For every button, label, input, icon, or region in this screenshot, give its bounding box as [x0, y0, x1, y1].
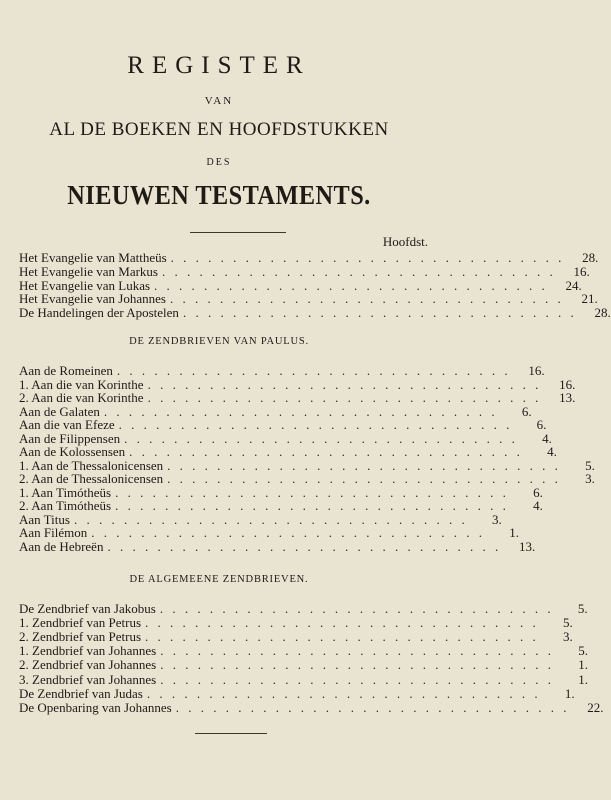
dot-leader: . . . . . . . . . . . . . . . . . . . . . . . . . . . . . . . . — [167, 471, 561, 486]
chapter-count: 1. — [578, 671, 588, 687]
chapter-count: 3. — [491, 511, 502, 527]
page-title: NIEUWEN TESTAMENTS. — [67, 180, 371, 210]
book-title: 1. Zendbrief van Johannes — [19, 643, 157, 659]
chapter-count: 3. — [563, 629, 573, 645]
dot-leader: . . . . . . . . . . . . . . . . . . . . . . . . . . . . . . . . — [73, 511, 468, 527]
dot-leader: . . . . . . . . . . . . . . . . . . . . . . . . . . . . . . . . — [154, 277, 548, 293]
toc-entry — [19, 498, 543, 513]
chapter-count: 4. — [533, 498, 543, 513]
dot-leader: . . . . . . . . . . . . . . . . . . . . . . . . . . . . . . . . — [145, 615, 539, 631]
dot-leader: . . . . . . . . . . . . . . . . . . . . . . . . . . . . . . . . — [182, 305, 577, 321]
toc-entry — [19, 305, 611, 321]
book-title: De Zendbrief van Jakobus — [19, 601, 156, 616]
book-title: Aan de Hebreën — [19, 538, 104, 554]
book-title: 2. Zendbrief van Johannes — [19, 657, 157, 673]
dot-leader: . . . . . . . . . . . . . . . . . . . . . . . . . . . . . . . . — [160, 643, 554, 659]
chapter-count: 5. — [563, 615, 573, 631]
toc-entry — [19, 390, 576, 405]
dot-leader: . . . . . . . . . . . . . . . . . . . . . . . . . . . . . . . . — [115, 498, 509, 513]
chapter-count: 6. — [536, 417, 547, 432]
dot-leader: . . . . . . . . . . . . . . . . . . . . . . . . . . . . . . . . — [160, 657, 554, 673]
toc-entry — [19, 615, 573, 631]
dot-leader: . . . . . . . . . . . . . . . . . . . . . . . . . . . . . . . . — [169, 291, 564, 307]
dot-leader: . . . . . . . . . . . . . . . . . . . . . . . . . . . . . . . . — [103, 403, 498, 419]
book-title: Aan de Galaten — [19, 403, 100, 419]
chapter-count: 1. — [564, 685, 575, 701]
register-heading: REGISTER — [127, 52, 311, 79]
section-heading-paulus: DE ZENDBRIEVEN VAN PAULUS. — [129, 336, 309, 347]
book-title: 2. Aan de Thessalonicensen — [19, 471, 164, 486]
toc-entry — [19, 525, 519, 540]
chapter-count: 3. — [585, 471, 595, 486]
dot-leader: . . . . . . . . . . . . . . . . . . . . . . . . . . . . . . . . — [167, 457, 561, 473]
chapter-count: 1. — [578, 657, 588, 673]
toc-entry — [19, 471, 595, 486]
dot-leader: . . . . . . . . . . . . . . . . . . . . . . . . . . . . . . . . — [107, 538, 502, 554]
chapter-count: 6. — [521, 403, 532, 419]
chapter-count: 16. — [528, 363, 545, 378]
dot-leader: . . . . . . . . . . . . . . . . . . . . . . . . . . . . . . . . — [118, 417, 513, 432]
chapter-count: 6. — [533, 484, 543, 500]
dot-leader: . . . . . . . . . . . . . . . . . . . . . . . . . . . . . . . . — [147, 390, 542, 405]
dot-leader: . . . . . . . . . . . . . . . . . . . . . . . . . . . . . . . . — [146, 685, 541, 701]
book-title: 1. Aan de Thessalonicensen — [19, 457, 164, 473]
book-title: Aan de Romeinen — [19, 363, 113, 378]
toc-entry — [19, 685, 575, 701]
book-title: 3. Zendbrief van Johannes — [19, 671, 157, 687]
book-title: Aan Filémon — [19, 525, 88, 540]
book-title: Aan Titus — [19, 511, 70, 527]
chapter-count: 22. — [587, 699, 604, 715]
book-title: Aan die van Efeze — [19, 417, 115, 432]
chapter-count: 1. — [509, 525, 519, 540]
dot-leader: . . . . . . . . . . . . . . . . . . . . . . . . . . . . . . . . — [161, 263, 556, 279]
chapter-count: 4. — [542, 430, 552, 446]
toc-entry — [19, 699, 604, 715]
toc-entry — [19, 363, 545, 378]
van-line: VAN — [204, 95, 234, 107]
dot-leader: . . . . . . . . . . . . . . . . . . . . . . . . . . . . . . . . — [129, 444, 523, 459]
chapter-count: 13. — [518, 538, 536, 554]
dot-leader: . . . . . . . . . . . . . . . . . . . . . . . . . . . . . . . . — [147, 376, 542, 392]
dot-leader: . . . . . . . . . . . . . . . . . . . . . . . . . . . . . . . . — [116, 363, 511, 378]
book-title: 2. Zendbrief van Petrus — [19, 629, 142, 645]
chapter-count: 4. — [547, 444, 557, 459]
chapter-count: 16. — [559, 376, 576, 392]
book-title: Aan de Filippensen — [19, 430, 121, 446]
dot-leader: . . . . . . . . . . . . . . . . . . . . . . . . . . . . . . . . — [159, 601, 554, 616]
chapter-count: 28. — [582, 250, 599, 265]
subtitle-line: AL DE BOEKEN EN HOOFDSTUKKEN — [49, 119, 389, 140]
book-title: De Zendbrief van Judas — [19, 685, 143, 701]
book-title: Het Evangelie van Lukas — [19, 277, 151, 293]
chapter-count: 21. — [581, 291, 598, 307]
toc-entry — [19, 643, 588, 659]
title-divider — [190, 232, 286, 233]
chapter-count: 5. — [585, 457, 595, 473]
toc-entry — [19, 671, 588, 687]
dot-leader: . . . . . . . . . . . . . . . . . . . . . . . . . . . . . . . . — [160, 671, 554, 687]
chapter-count: 24. — [565, 277, 582, 293]
toc-entry — [19, 444, 557, 459]
book-title: Het Evangelie van Mattheüs — [19, 250, 167, 265]
toc-entry — [19, 629, 573, 645]
dot-leader: . . . . . . . . . . . . . . . . . . . . . . . . . . . . . . . . — [145, 629, 539, 645]
dot-leader: . . . . . . . . . . . . . . . . . . . . . . . . . . . . . . . . — [175, 699, 570, 715]
book-title: 1. Aan die van Korinthe — [19, 376, 144, 392]
book-title: Het Evangelie van Markus — [19, 263, 158, 279]
chapter-count: 5. — [577, 601, 588, 616]
dot-leader: . . . . . . . . . . . . . . . . . . . . . . . . . . . . . . . . — [124, 430, 518, 446]
book-title: 2. Aan die van Korinthe — [19, 390, 144, 405]
book-title: Aan de Kolossensen — [19, 444, 126, 459]
toc-entry — [19, 250, 599, 265]
section-heading-algemeene: DE ALGEMEENE ZENDBRIEVEN. — [129, 574, 309, 585]
dot-leader: . . . . . . . . . . . . . . . . . . . . . . . . . . . . . . . . — [115, 484, 509, 500]
book-title: De Handelingen der Apostelen — [19, 305, 179, 321]
column-label-hoofdstukken: Hoofdst. — [382, 234, 428, 249]
toc-entry — [19, 417, 547, 432]
book-title: 2. Aan Timótheüs — [19, 498, 112, 513]
chapter-count: 16. — [573, 263, 590, 279]
dot-leader: . . . . . . . . . . . . . . . . . . . . . . . . . . . . . . . . — [170, 250, 565, 265]
book-title: Het Evangelie van Johannes — [19, 291, 166, 307]
chapter-count: 28. — [594, 305, 611, 321]
toc-entry — [19, 263, 590, 279]
book-title: 1. Zendbrief van Petrus — [19, 615, 142, 631]
chapter-count: 13. — [559, 390, 576, 405]
toc-entry — [19, 538, 536, 554]
toc-entry — [19, 657, 588, 673]
dot-leader: . . . . . . . . . . . . . . . . . . . . . . . . . . . . . . . . — [91, 525, 485, 540]
toc-entry — [19, 601, 588, 616]
book-title: De Openbaring van Johannes — [19, 699, 172, 715]
bottom-divider — [195, 733, 267, 734]
des-line: DES — [206, 157, 232, 168]
book-title: 1. Aan Timótheüs — [19, 484, 112, 500]
chapter-count: 5. — [578, 643, 588, 659]
